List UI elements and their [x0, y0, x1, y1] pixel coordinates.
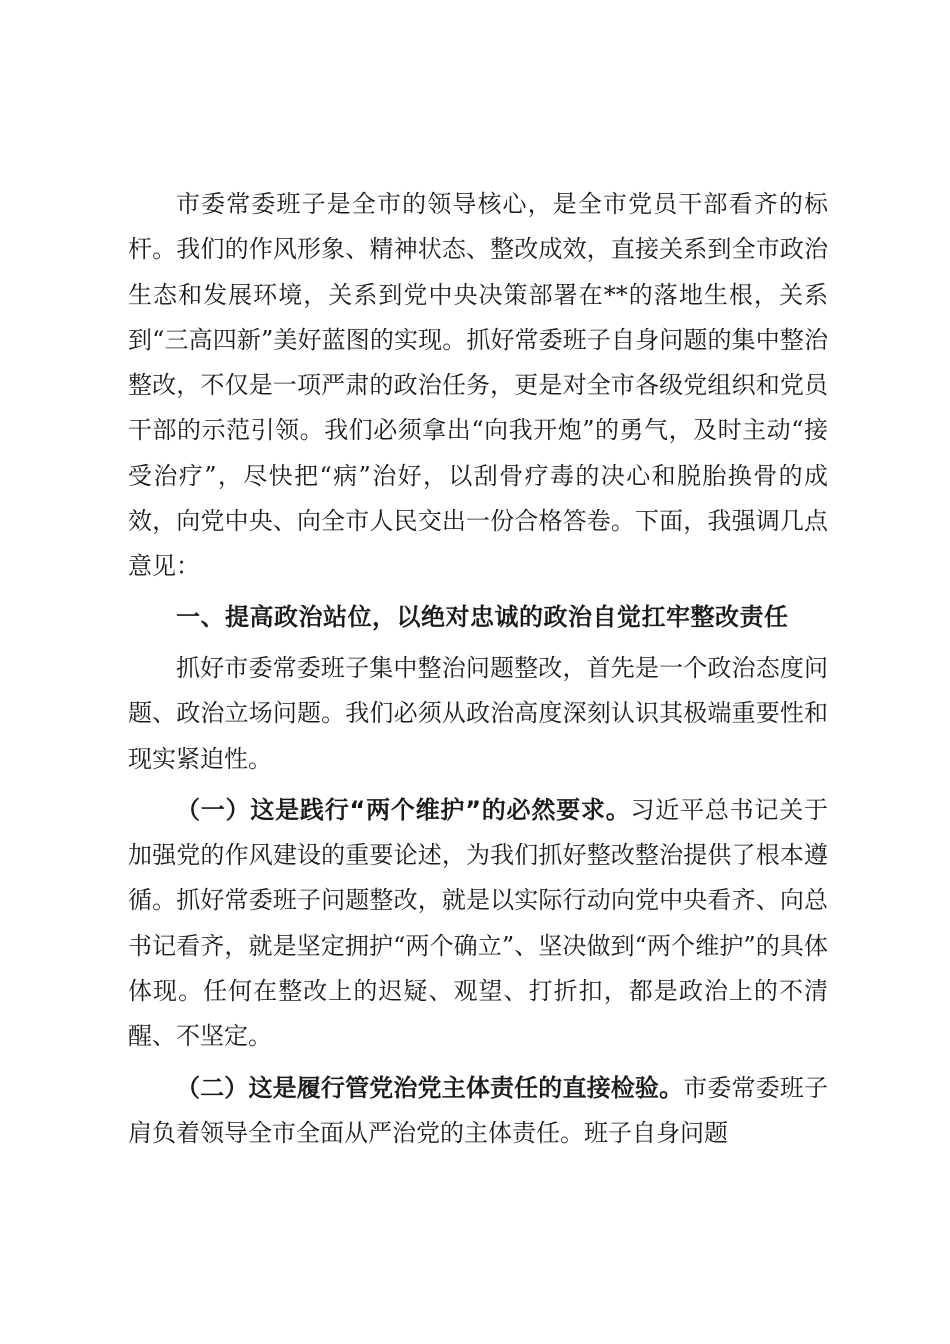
- document-body: [128, 182, 828, 1156]
- point1-lead: （一）这是践行“两个维护”的必然要求。: [176, 795, 631, 824]
- point2-body: 市委常委班子肩负着领导全市全面从严治党的主体责任。班子自身问题: [128, 1073, 829, 1147]
- section-heading-1: 一、提高政治站位，以绝对忠诚的政治自觉扛牢整改责任: [176, 602, 789, 631]
- section1-paragraph: 抓好市委常委班子集中整治问题整改，首先是一个政治态度问题、政治立场问题。我们必须从政治高度深刻认识其极端重要性和现实紧迫性。: [128, 653, 828, 773]
- point1-paragraph: [128, 788, 828, 1060]
- intro-paragraph: 市委常委班子是全市的领导核心，是全市党员干部看齐的标杆。我们的作风形象、精神状态、整改成效，直接关系到全市政治生态和发展环境，关系到党中央决策部署在**的落地生根，关系到“三高四新”美好蓝图的实现。抓好常委班子自身问题的集中整治整改，不仅是一项严肃的政治任务，更是对全市各级党组织和党员干部的示范引领。我们必须拿出“向我开炮”的勇气，及时主动“接受治疗”，尽快把“病”治好，以刮骨疗毒的决心和脱胎换骨的成效，向党中央、向全市人民交出一份合格答卷。下面，我强调几点意见：: [128, 190, 828, 581]
- point2-paragraph: [128, 1066, 828, 1157]
- point1-body: 习近平总书记关于加强党的作风建设的重要论述，为我们抓好整改整治提供了根本遵循。抓好常委班子问题整改，就是以实际行动向党中央看齐、向总书记看齐，就是坚定拥护“两个确立”、坚决做到“两个维护”的具体体现。任何在整改上的迟疑、观望、打折扣，都是政治上的不清醒、不坚定。: [128, 795, 829, 1051]
- point2-lead: （二）这是履行管党治党主体责任的直接检验。: [176, 1073, 684, 1102]
